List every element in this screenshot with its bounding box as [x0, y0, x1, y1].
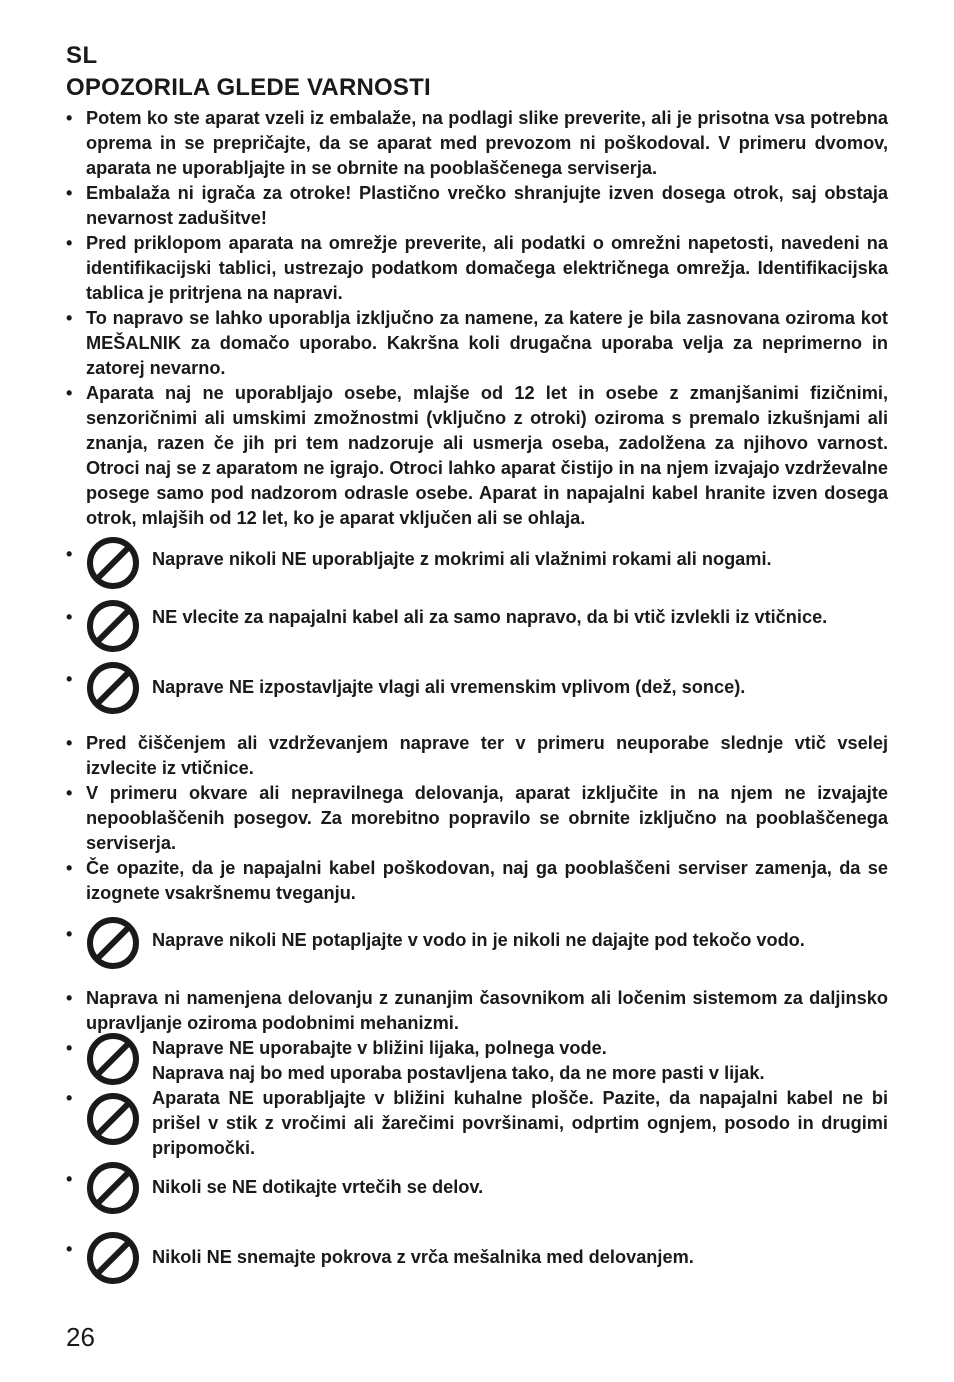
item-text: • Naprava ni namenjena delovanju z zunanjim časovnikom ali ločenim sistemom za daljinsko upravljanje oziroma podobnimi mehanizmi.	[86, 988, 888, 1033]
prohibition-icon	[86, 599, 140, 653]
prohibition-icon	[86, 1161, 140, 1215]
prohibition-icon	[86, 1032, 140, 1086]
item-text: • Naprave nikoli NE potapljajte v vodo in je nikoli ne dajajte pod tekočo vodo.	[152, 930, 805, 950]
item-text: • Naprave NE uporabajte v bližini lijaka, polnega vode.	[152, 1038, 607, 1058]
item-text: • Če opazite, da je napajalni kabel poškodovan, naj ga pooblaščeni serviser zamenja, da se izognete vsakršnemu tveganju.	[86, 858, 888, 903]
list-item	[66, 605, 888, 661]
list-item	[66, 922, 888, 980]
list-item	[66, 1086, 888, 1161]
prohibition-icon	[86, 1231, 140, 1285]
page-title: OPOZORILA GLEDE VARNOSTI	[66, 74, 431, 101]
item-text: • Nikoli NE snemajte pokrova z vrča mešalnika med delovanjem.	[152, 1247, 694, 1267]
list-item	[66, 306, 888, 381]
item-text: • To napravo se lahko uporablja izključno za namene, za katere je bila zasnovana oziroma kot MEŠALNIK za domačo uporabo. Kakršna koli drugačna uporaba velja za neprimerno in zatorej nevarno.	[86, 308, 888, 378]
list-item	[66, 381, 888, 531]
list-item	[66, 1167, 888, 1227]
item-text: • Naprave NE izpostavljajte vlagi ali vremenskim vplivom (dež, sonce).	[152, 677, 746, 697]
item-text: • V primeru okvare ali nepravilnega delovanja, aparat izključite in na njem ne izvajajte nepooblaščenih posegov. Za morebitno popravilo se obrnite izključno na pooblaščenega serviserja.	[86, 783, 888, 853]
item-text: • Aparata naj ne uporabljajo osebe, mlajše od 12 let in osebe z zmanjšanimi fizičnimi, senzoričnimi ali umskimi zmožnostmi (vključno z otroki) oziroma s premalo izkušnjami ali znanja, razen če jih pri tem nadzoruje ali usmerja oseba, zadolžena za njihovo varnost. Otroci naj se z aparatom ne igrajo. Otroci lahko aparat čistijo in na njem izvajajo vzdrževalne posege samo pod nadzorom odrasle osebe. Aparat in napajalni kabel hranite izven dosega otrok, mlajših od 12 let, ko je aparat vključen ali se ohlaja.	[86, 383, 888, 528]
item-text: • Pred priklopom aparata na omrežje preverite, ali podatki o omrežni napetosti, navedeni na identifikacijski tablici, ustrezajo podatkom domačega električnega omrežja. Identifikacijska tablica je pritrjena na napravi.	[86, 233, 888, 303]
item-text: • Nikoli se NE dotikajte vrtečih se delov.	[152, 1177, 484, 1197]
item-text: • Pred čiščenjem ali vzdrževanjem naprave ter v primeru neuporabe slednje vtič vselej izvlecite iz vtičnice.	[86, 733, 888, 778]
prohibition-icon	[86, 661, 140, 715]
item-text: • Potem ko ste aparat vzeli iz embalaže, na podlagi slike preverite, ali je prisotna vsa potrebna oprema in se prepričajte, da se aparat med prevozom ni poškodoval. V primeru dvomov, aparata ne uporabljajte in se obrnite na pooblaščenega serviserja.	[86, 108, 888, 178]
list-item	[66, 231, 888, 306]
list-item	[66, 1036, 888, 1086]
item-text: • NE vlecite za napajalni kabel ali za samo napravo, da bi vtič izvlekli iz vtičnice.	[152, 607, 828, 627]
item-text: • Naprave nikoli NE uporabljajte z mokrimi ali vlažnimi rokami ali nogami.	[152, 549, 772, 569]
language-code: SL	[66, 42, 98, 69]
list-item	[66, 106, 888, 181]
list-item	[66, 542, 888, 599]
page-number: 26	[66, 1322, 95, 1352]
prohibition-icon	[86, 916, 140, 970]
list-item	[66, 1237, 888, 1297]
item-text-2: Naprava naj bo med uporaba postavljena tako, da ne more pasti v lijak.	[152, 1063, 765, 1083]
item-text: • Aparata NE uporabljajte v bližini kuhalne plošče. Pazite, da napajalni kabel ne bi prišel v stik z vročimi ali žarečimi površinami, odprtim ognjem, posodo in drugimi pripomočki.	[152, 1088, 888, 1158]
list-item	[66, 781, 888, 856]
item-text: • Embalaža ni igrača za otroke! Plastično vrečko shranjujte izven dosega otrok, saj obstaja nevarnost zadušitve!	[86, 183, 888, 228]
list-item	[66, 181, 888, 231]
list-item	[66, 856, 888, 906]
list-item	[66, 986, 888, 1036]
list-item	[66, 667, 888, 723]
list-item	[66, 731, 888, 781]
prohibition-icon	[86, 536, 140, 590]
prohibition-icon	[86, 1092, 140, 1146]
safety-warnings-list	[66, 106, 888, 1297]
